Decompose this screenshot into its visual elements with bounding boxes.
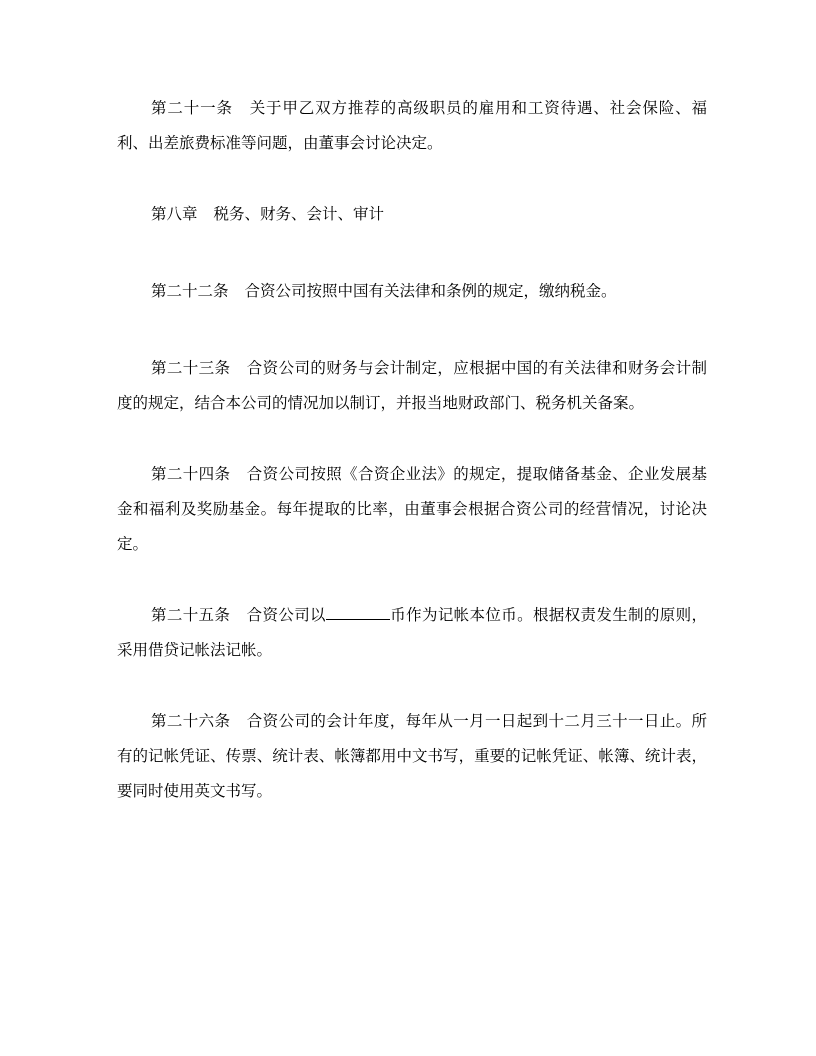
article-21 <box>117 91 707 161</box>
chapter-title: 税务、财务、会计、审计 <box>213 205 385 223</box>
article-heading: 第二十六条 <box>151 712 231 730</box>
article-text: 合资公司的会计年度，每年从一月一日起到十二月三十一日止。所有的记帐凭证、传票、统计表、帐簿都用中文书写，重要的记帐凭证、帐簿、统计表，要同时使用英文书写。 <box>117 712 707 800</box>
article-heading: 第二十一条 <box>151 99 233 117</box>
article-heading: 第二十三条 <box>151 359 231 377</box>
article-26 <box>117 704 707 809</box>
article-24 <box>117 457 707 562</box>
article-text-after-blank: 币作为记帐本位币。根据权责发生制的原则，采用借贷记帐法记帐。 <box>117 606 707 659</box>
article-25 <box>117 598 707 668</box>
article-text: 合资公司的财务与会计制定，应根据中国的有关法律和财务会计制度的规定，结合本公司的情况加以制订，并报当地财政部门、税务机关备案。 <box>117 359 707 412</box>
article-heading: 第二十四条 <box>151 465 231 483</box>
article-text: 合资公司按照《合资企业法》的规定，提取储备基金、企业发展基金和福利及奖励基金。每年提取的比率，由董事会根据合资公司的经营情况，讨论决定。 <box>117 465 707 553</box>
article-text: 关于甲乙双方推荐的高级职员的雇用和工资待遇、社会保险、福利、出差旅费标准等问题，由董事会讨论决定。 <box>117 99 707 152</box>
document-body <box>117 91 707 845</box>
article-heading: 第二十二条 <box>151 282 229 300</box>
chapter-heading: 第八章 <box>151 205 198 223</box>
article-heading: 第二十五条 <box>151 606 231 624</box>
chapter-8 <box>117 197 707 232</box>
article-text: 合资公司按照中国有关法律和条例的规定，缴纳税金。 <box>244 282 617 300</box>
article-23 <box>117 351 707 421</box>
fill-in-blank <box>326 605 390 620</box>
article-22 <box>117 274 707 309</box>
article-text-before-blank: 合资公司以 <box>246 606 326 624</box>
